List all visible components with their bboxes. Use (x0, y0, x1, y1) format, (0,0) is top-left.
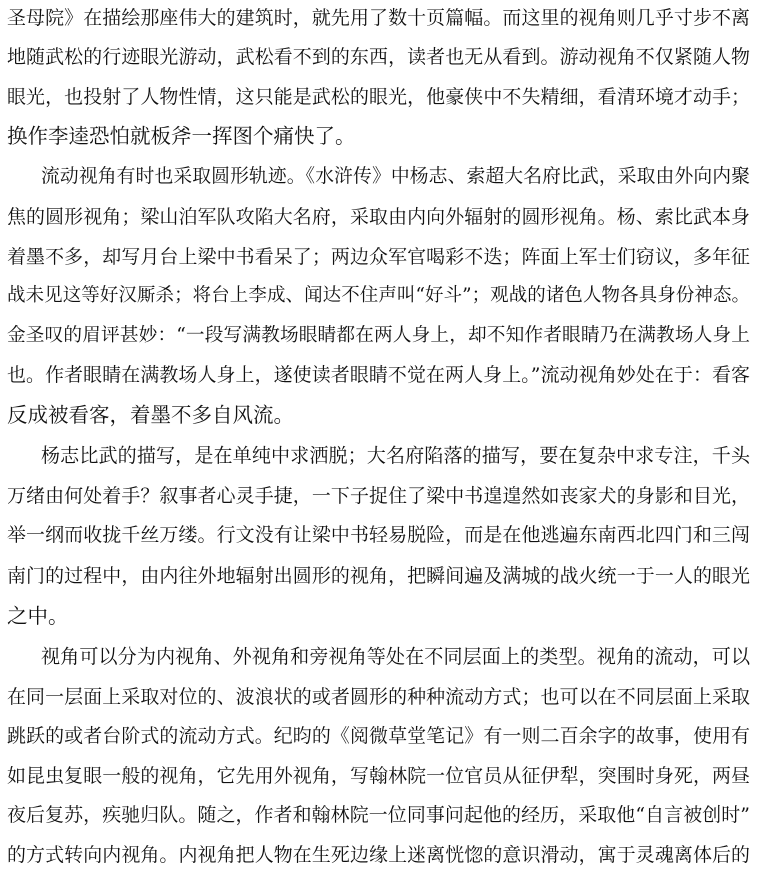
text-line: 反成被看客，着墨不多自风流。 (7, 403, 294, 427)
text-line: 夜后复苏，疾驰归队。随之，作者和翰林院一位同事问起他的经历，采取他“自言被创时” (7, 804, 750, 826)
paragraph-first-line: 流动视角有时也采取圆形轨迹。《水浒传》中杨志、索超大名府比武，采取由外向内聚 (41, 166, 750, 187)
text-line: 换作李逵恐怕就板斧一挥图个痛快了。 (7, 124, 356, 148)
text-line: 南门的过程中，由内往外地辐射出圆形的视角，把瞬间遍及满城的战火统一于一人的眼光 (7, 565, 750, 587)
text-line: 金圣叹的眉评甚妙：“一段写满教场眼睛都在两人身上，却不知作者眼睛乃在满教场人身上 (7, 325, 750, 346)
text-line: 焦的圆形视角；梁山泊军队攻陷大名府，采取由内向外辐射的圆形视角。杨、索比武本身 (7, 206, 750, 228)
text-line: 跳跃的或者台阶式的流动方式。纪昀的《阅微草堂笔记》有一则二百余字的故事，使用有 (7, 725, 750, 747)
text-line: 之中。 (7, 604, 69, 628)
text-line: 如昆虫复眼一般的视角，它先用外视角，写翰林院一位官员从征伊犁，突围时身死，两昼 (7, 765, 750, 787)
text-line: 地随武松的行迹眼光游动，武松看不到的东西，读者也无从看到。游动视角不仅紧随人物 (7, 46, 750, 68)
text-line: 也。作者眼睛在满教场人身上，遂使读者眼睛不觉在两人身上。”流动视角妙处在于：看客 (7, 364, 750, 386)
paragraph-first-line: 杨志比武的描写，是在单纯中求洒脱；大名府陷落的描写，要在复杂中求专注，千头 (41, 445, 750, 467)
paragraph-first-line: 视角可以分为内视角、外视角和旁视角等处在不同层面上的类型。视角的流动，可以 (41, 646, 750, 668)
text-line: 眼光，也投射了人物性情，这只能是武松的眼光，他豪侠中不失精细，看清环境才动手； (7, 86, 750, 108)
text-line: 的方式转向内视角。内视角把人物在生死边缘上迷离恍惚的意识滑动，寓于灵魂离体后的 (7, 844, 750, 866)
text-line: 圣母院》在描绘那座伟大的建筑时，就先用了数十页篇幅。而这里的视角则几乎寸步不离 (7, 7, 750, 29)
text-line: 举一纲而收拢千丝万缕。行文没有让梁中书轻易脱险，而是在他逃遍东南西北四门和三闯 (7, 524, 750, 546)
text-line: 战未见这等好汉厮杀；将台上李成、闻达不住声叫“好斗”；观战的诸色人物各具身份神态。 (7, 285, 750, 306)
text-line: 着墨不多，却写月台上梁中书看呆了；两边众军官喝彩不迭；阵面上军士们窃议，多年征 (7, 246, 750, 268)
text-line: 万绪由何处着手？叙事者心灵手捷，一下子捉住了梁中书遑遑然如丧家犬的身影和目光， (7, 485, 750, 507)
text-line: 在同一层面上采取对位的、波浪状的或者圆形的种种流动方式；也可以在不同层面上采取 (7, 686, 750, 708)
